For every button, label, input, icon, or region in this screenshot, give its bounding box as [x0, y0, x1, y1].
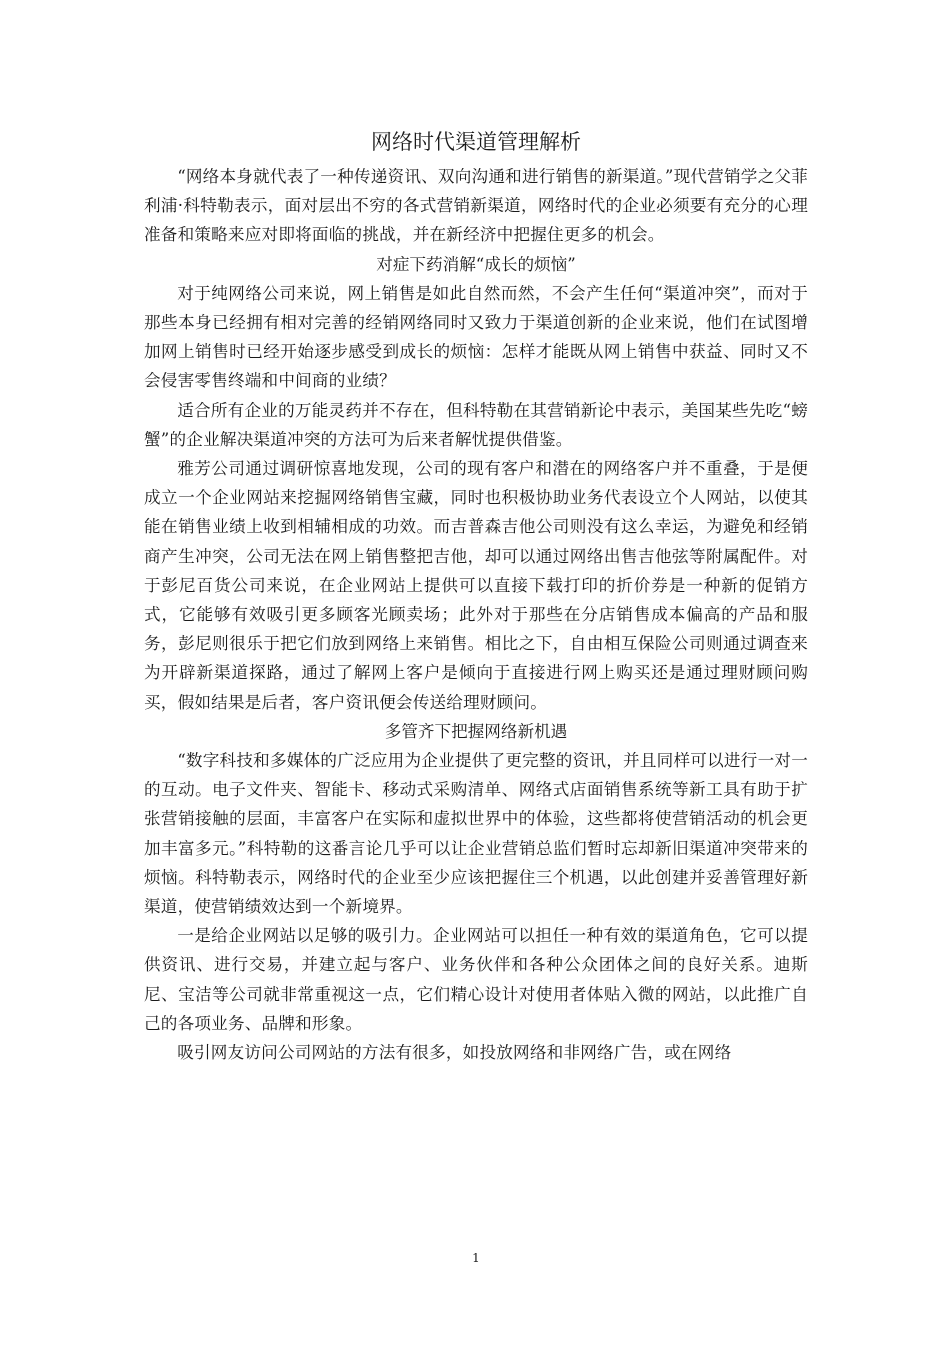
paragraph-intro: “网络本身就代表了一种传递资讯、双向沟通和进行销售的新渠道。”现代营销学之父菲利浦·科特勒表示，面对层出不穷的各式营销新渠道，网络时代的企业必须要有充分的心理准备和策略来应对即将面临的挑战，并在新经济中把握住更多的机会。	[144, 167, 808, 245]
section-heading-new-opportunities: 多管齐下把握网络新机遇	[384, 721, 568, 741]
document-title: 网络时代渠道管理解析	[371, 130, 581, 154]
page-number: 1	[472, 1251, 480, 1265]
paragraph-case-studies: 雅芳公司通过调研惊喜地发现，公司的现有客户和潜在的网络客户并不重叠，于是便成立一个企业网站来挖掘网络销售宝藏，同时也积极协助业务代表设立个人网站，以使其能在销售业绩上收到相辅相成的功效。而吉普森吉他公司则没有这么幸运，为避免和经销商产生冲突，公司无法在网上销售整把吉他，却可以通过网络出售吉他弦等附属配件。对于彭尼百货公司来说，在企业网站上提供可以直接下载打印的折价券是一种新的促销方式，它能够有效吸引更多顾客光顾卖场；此外对于那些在分店销售成本偏高的产品和服务，彭尼则很乐于把它们放到网络上来销售。相比之下，自由相互保险公司则通过调查来为开辟新渠道探路，通过了解网上客户是倾向于直接进行网上购买还是通过理财顾问购买，假如结果是后者，客户资讯便会传送给理财顾问。	[144, 459, 808, 712]
paragraph-channel-conflict: 对于纯网络公司来说，网上销售是如此自然而然，不会产生任何“渠道冲突”，而对于那些本身已经拥有相对完善的经销网络同时又致力于渠道创新的企业来说，他们在试图增加网上销售时已经开始逐步感受到成长的烦恼：怎样才能既从网上销售中获益、同时又不会侵害零售终端和中间商的业绩？	[144, 283, 808, 391]
paragraph-digital-tech: “数字科技和多媒体的广泛应用为企业提供了更完整的资讯，并且同样可以进行一对一的互动。电子文件夹、智能卡、移动式采购清单、网络式店面销售系统等新工具有助于扩张营销接触的层面，丰富客户在实际和虚拟世界中的体验，这些都将使营销活动的机会更加丰富多元。”科特勒的这番言论几乎可以让企业营销总监们暂时忘却新旧渠道冲突带来的烦恼。科特勒表示，网络时代的企业至少应该把握住三个机遇，以此创建并妥善管理好新渠道，使营销绩效达到一个新境界。	[144, 751, 808, 917]
document-body	[144, 124, 808, 1067]
section-heading-growing-pains: 对症下药消解“成长的烦恼”	[376, 254, 576, 274]
paragraph-attract-visitors: 吸引网友访问公司网站的方法有很多，如投放网络和非网络广告，或在网络	[177, 1043, 732, 1063]
paragraph-website-appeal: 一是给企业网站以足够的吸引力。企业网站可以担任一种有效的渠道角色，它可以提供资讯、进行交易，并建立起与客户、业务伙伴和各种公众团体之间的良好关系。迪斯尼、宝洁等公司就非常重视这一点，它们精心设计对使用者体贴入微的网站，以此推广自己的各项业务、品牌和形象。	[144, 926, 808, 1033]
paragraph-no-panacea: 适合所有企业的万能灵药并不存在，但科特勒在其营销新论中表示，美国某些先吃“螃蟹”的企业解决渠道冲突的方法可为后来者解忧提供借鉴。	[144, 400, 808, 449]
